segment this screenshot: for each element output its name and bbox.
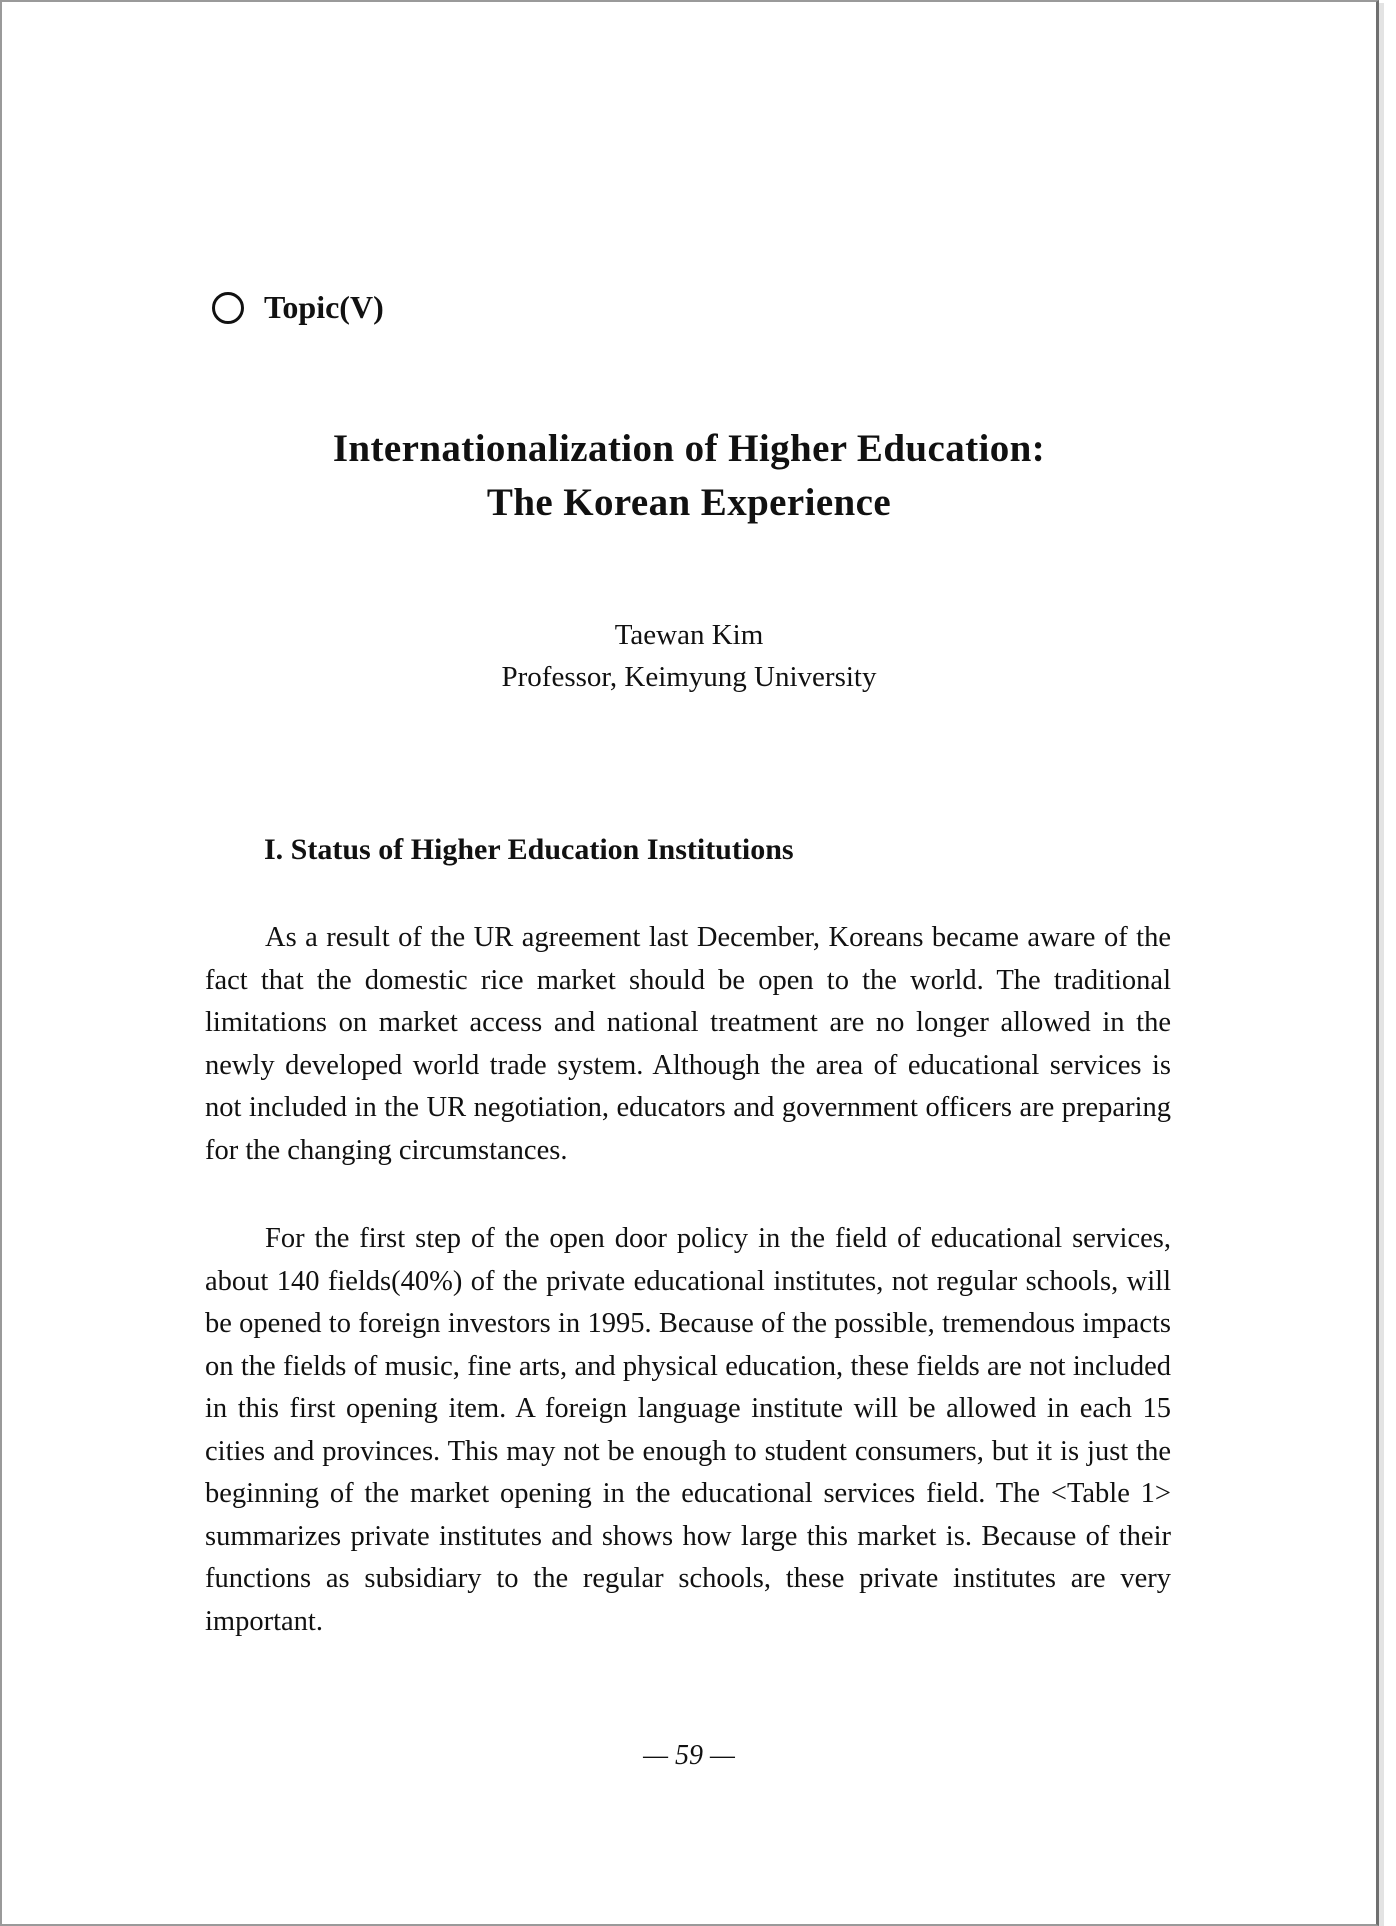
topic-label	[212, 289, 384, 326]
body-paragraph-1: As a result of the UR agreement last December, Koreans became aware of the fact that the domestic rice market should be open to the world. The traditional limitations on market access and national treatment are no longer allowed in the newly developed world trade system. Although the area of educational services is not included in the UR negotiation, educators and government officers are preparing for the changing circumstances.	[205, 922, 1171, 1166]
section-heading: I. Status of Higher Education Institutions	[264, 833, 794, 866]
document-title-line-2: The Korean Experience	[486, 481, 892, 524]
page-number: — 59 —	[643, 1740, 735, 1771]
topic-text: Topic(V)	[264, 289, 384, 325]
body-paragraph-2: For the first step of the open door policy in the field of educational services, about 140 fields(40%) of the private educational institutes, not regular schools, will be opened to foreign investors in 1995. Because of the possible, tremendous impacts on the fields of music, fine arts, and physical education, these fields are not included in this first opening item. A foreign language institute will be allowed in each 15 cities and provinces. This may not be enough to student consumers, but it is just the beginning of the market opening in the educational services field. The <Table 1> summarizes private institutes and shows how large this market is. Because of their functions as subsidiary to the regular schools, these private institutes are very important.	[205, 1223, 1171, 1637]
author-affiliation: Professor, Keimyung University	[501, 661, 877, 693]
author-name: Taewan Kim	[614, 619, 764, 651]
hollow-circle-icon	[212, 292, 244, 324]
document-title-line-1: Internationalization of Higher Education:	[332, 427, 1046, 470]
